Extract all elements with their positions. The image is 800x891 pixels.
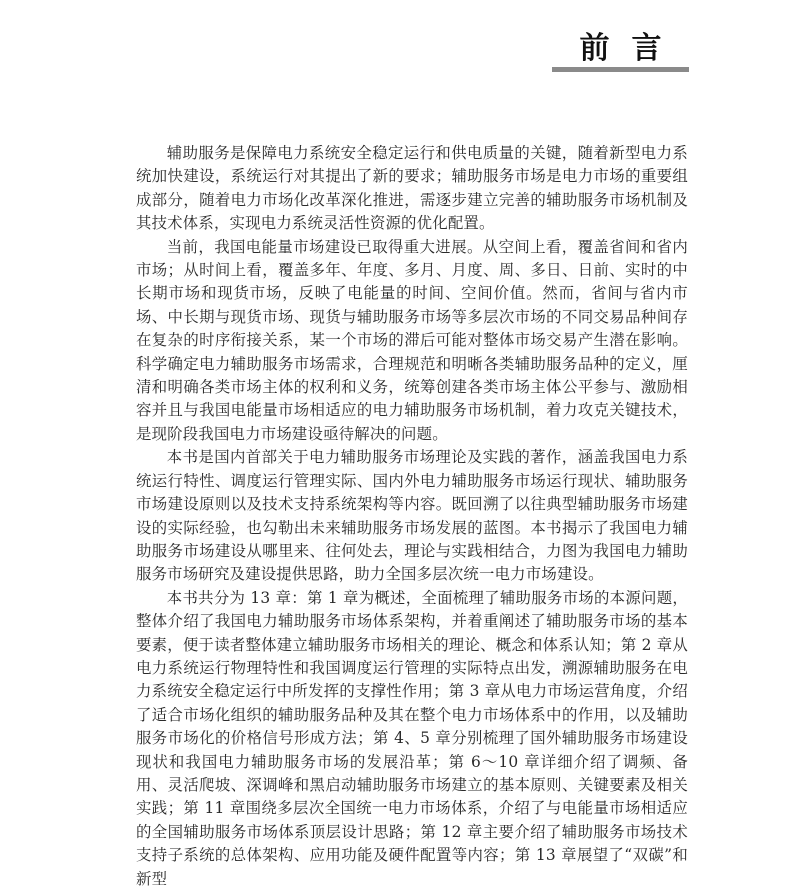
page-title: [552, 20, 689, 69]
paragraph: 本书共分为 13 章：第 1 章为概述，全面梳理了辅助服务市场的本源问题，整体介绍了我国电力辅助服务市场体系架构，并着重阐述了辅助服务市场的基本要素，便于读者整体建立辅助服务市场相关的理论、概念和体系认知；第 2 章从电力系统运行物理特性和我国调度运行管理的实际特点出发，溯源辅助服务在电力系统安全稳定运行中所发挥的支撑性作用；第 3 章从电力市场运营角度，介绍了适合市场化组织的辅助服务品种及其在整个电力市场体系中的作用，以及辅助服务市场化的价格信号形成方法；第 4、5 章分别梳理了国外辅助服务市场建设现状和我国电力辅助服务市场的发展沿革；第 6～10 章详细介绍了调频、备用、灵活爬坡、深调峰和黑启动辅助服务市场建立的基本原则、关键要素及相关实践；第 11 章围绕多层次全国统一电力市场体系，介绍了与电能量市场相适应的全国辅助服务市场体系顶层设计思路；第 12 章主要介绍了辅助服务市场技术支持子系统的总体架构、应用功能及硬件配置等内容；第 13 章展望了“双碳”和新型: [136, 588, 688, 888]
title-underline-bar: [552, 67, 689, 72]
paragraph: 当前，我国电能量市场建设已取得重大进展。从空间上看，覆盖省间和省内市场；从时间上看，覆盖多年、年度、多月、月度、周、多日、日前、实时的中长期市场和现货市场，反映了电能量的时间、空间价值。然而，省间与省内市场、中长期与现货市场、现货与辅助服务市场等多层次市场的不同交易品种间存在复杂的时序衔接关系，某一个市场的滞后可能对整体市场交易产生潜在影响。科学确定电力辅助服务市场需求，合理规范和明晰各类辅助服务品种的定义，厘清和明确各类市场主体的权利和义务，统筹创建各类市场主体公平参与、激励相容并且与我国电能量市场相适应的电力辅助服务市场机制，着力攻克关键技术，是现阶段我国电力市场建设亟待解决的问题。: [136, 237, 688, 443]
paragraph: 本书是国内首部关于电力辅助服务市场理论及实践的著作，涵盖我国电力系统运行特性、调度运行管理实际、国内外电力辅助服务市场运行现状、辅助服务市场建设原则以及技术支持系统架构等内容。既回溯了以往典型辅助服务市场建设的实际经验，也勾勒出未来辅助服务市场发展的蓝图。本书揭示了我国电力辅助服务市场建设从哪里来、往何处去，理论与实践相结合，力图为我国电力辅助服务市场研究及建设提供思路，助力全国多层次统一电力市场建设。: [136, 448, 688, 584]
page-title-text: 前言: [579, 30, 684, 66]
paragraph: 辅助服务是保障电力系统安全稳定运行和供电质量的关键，随着新型电力系统加快建设，系统运行对其提出了新的要求；辅助服务市场是电力市场的重要组成部分，随着电力市场化改革深化推进，需逐步建立完善的辅助服务市场机制及其技术体系，实现电力系统灵活性资源的优化配置。: [136, 144, 688, 233]
preface-body: [136, 142, 688, 891]
